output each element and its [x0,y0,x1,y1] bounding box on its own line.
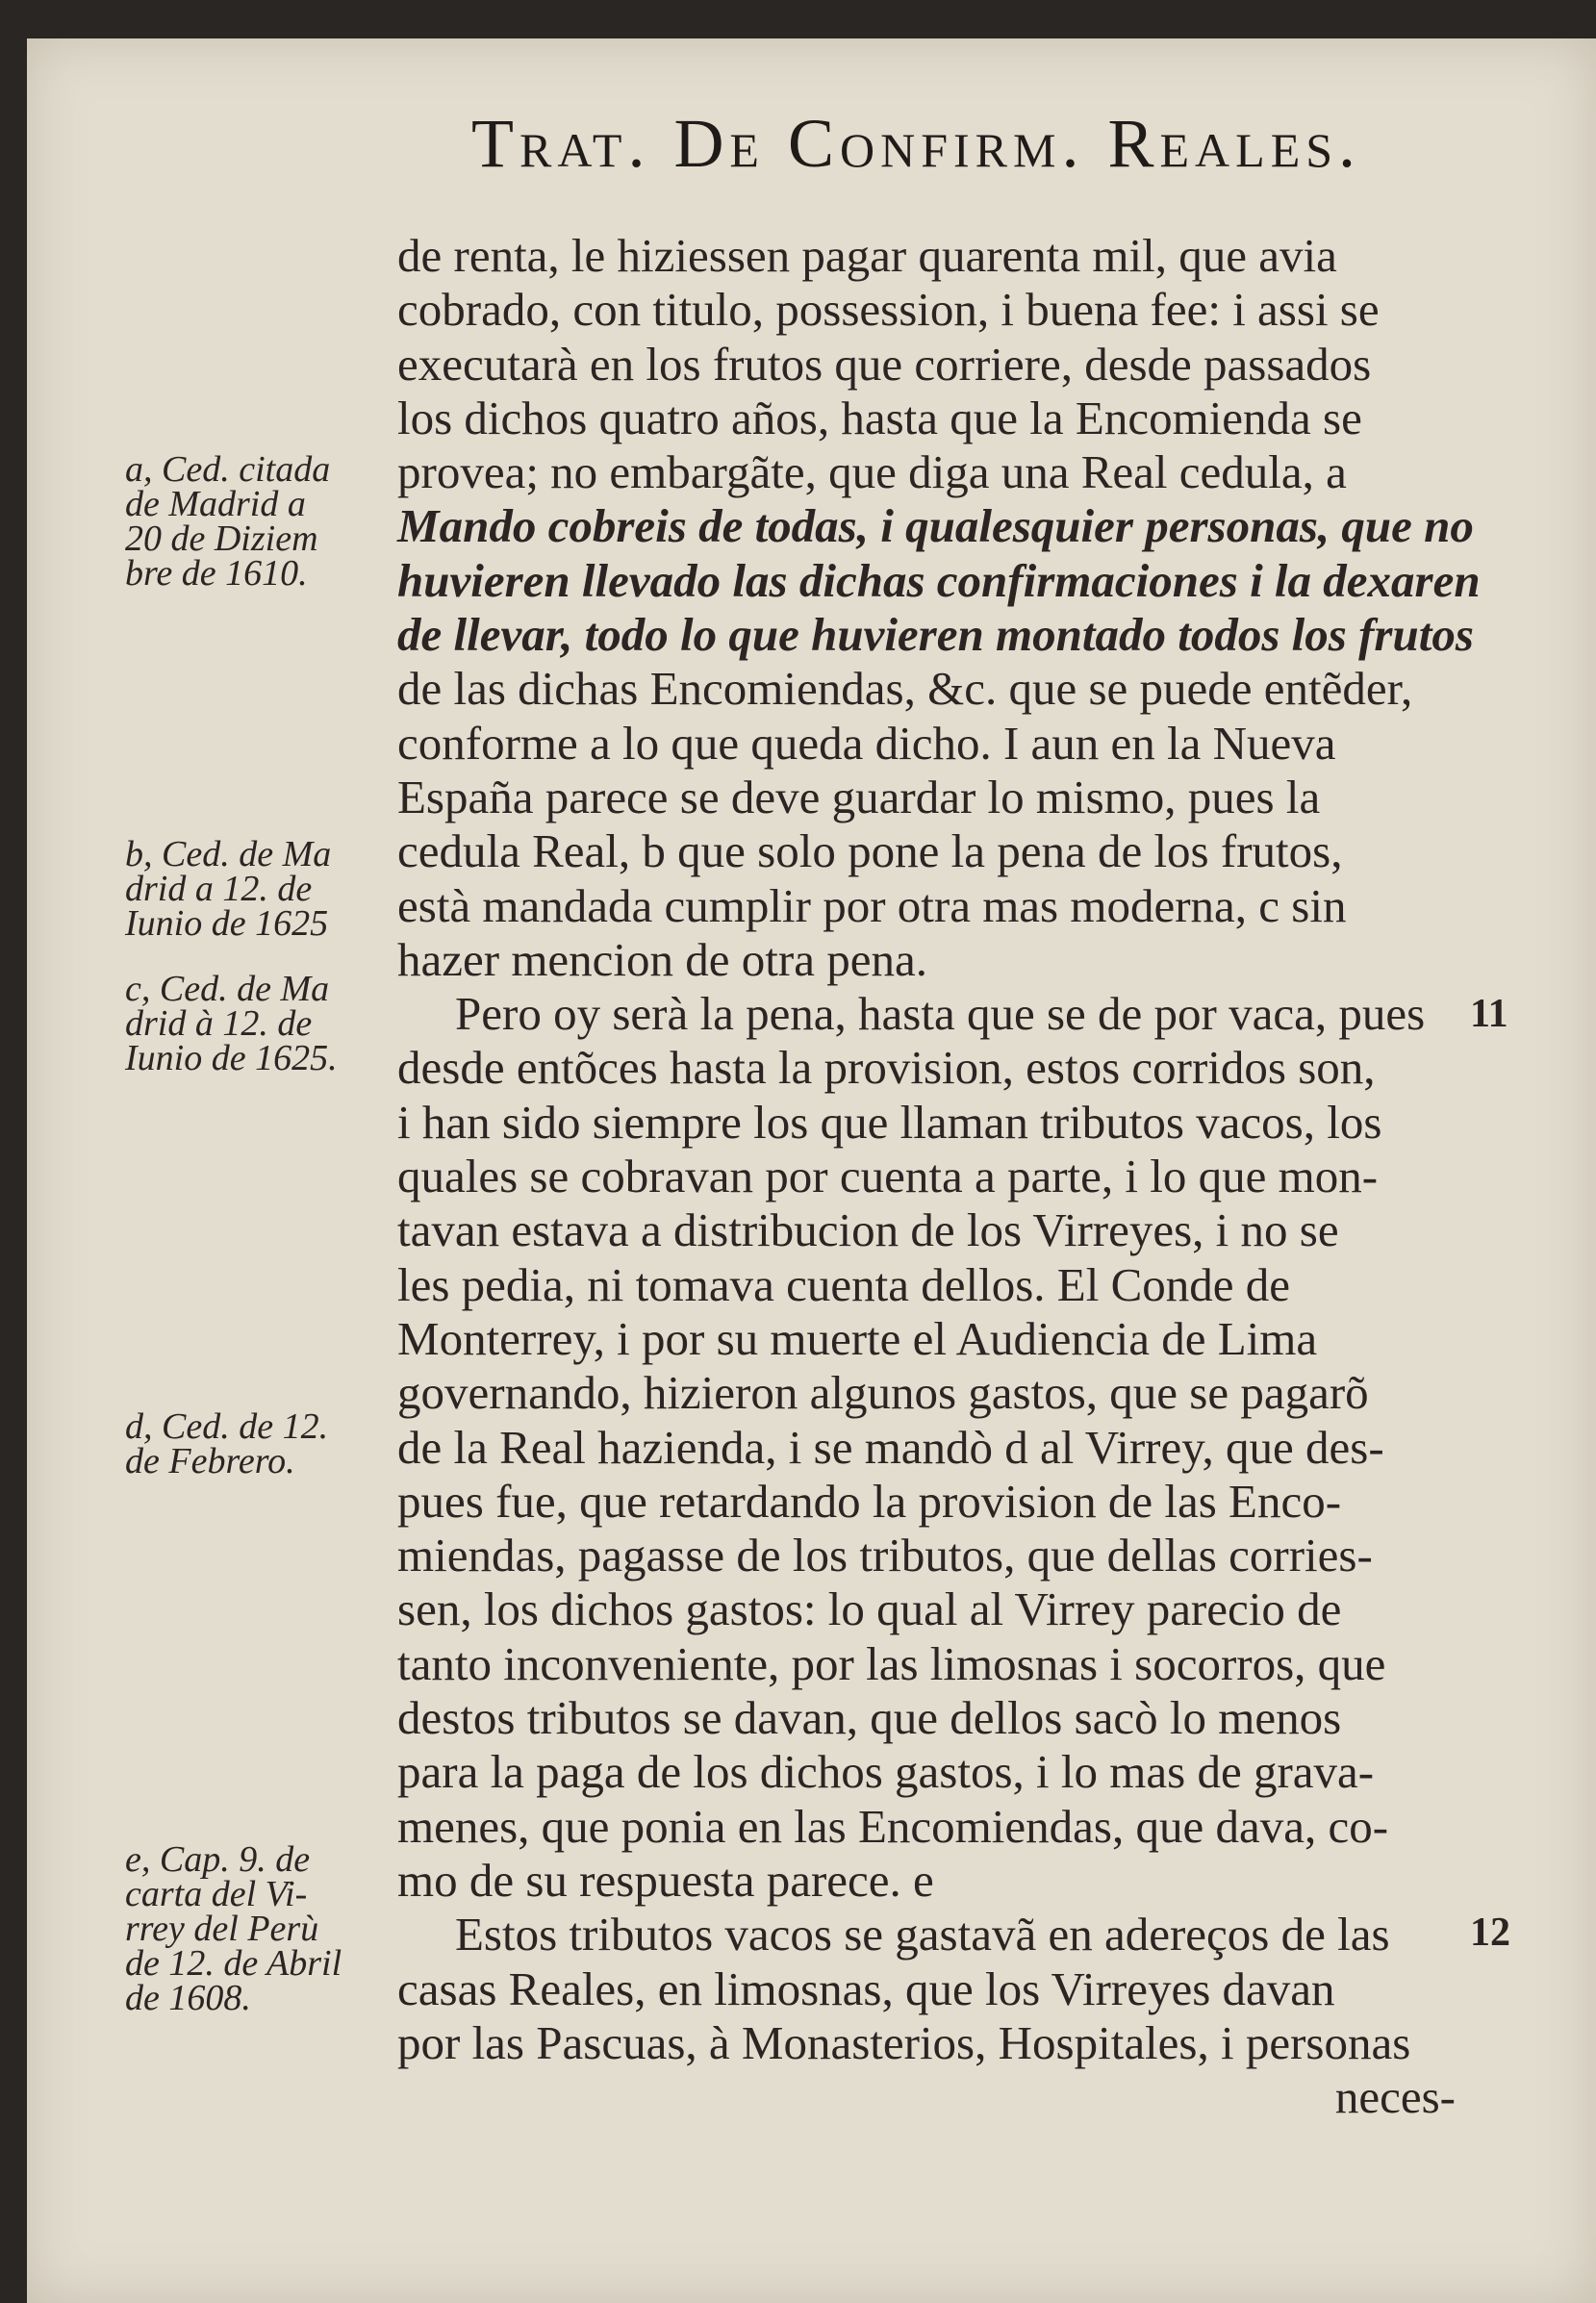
margin-note [125,449,394,594]
margin-note [125,1406,394,1481]
margin-note-line: Iunio de 1625. [125,1038,338,1078]
text-line: desde entõces hasta la provision, estos corridos son, [397,1041,1376,1095]
text-line: tanto inconveniente, por las limosnas i socorros, que [397,1636,1386,1690]
text-line: menes, que ponia en las Encomiendas, que dava, co- [397,1799,1389,1853]
text-line: casas Reales, en limosnas, que los Virreyes davan [397,1961,1335,2015]
text-line: por las Pascuas, à Monasterios, Hospitales, i personas [397,2015,1411,2069]
text-line: Estos tributos vacos se gastavã en adereços de las [455,1908,1390,1961]
margin-note-line: d, Ced. de 12. [125,1406,329,1447]
margin-note-line: carta del Vi- [125,1874,308,1914]
main-text-column [397,229,1481,2124]
margin-note [125,969,394,1078]
margin-note-line: b, Ced. de Ma [125,834,332,874]
margin-note-line: bre de 1610. [125,553,308,594]
text-line: mo de su respuesta parece. e [397,1853,934,1907]
text-line: cedula Real, b que solo pone la pena de los frutos, [397,824,1343,878]
margin-note [125,834,394,944]
margin-note [125,1839,394,2018]
text-line: conforme a lo que queda dicho. I aun en la Nueva [397,716,1336,770]
margin-note-line: e, Cap. 9. de [125,1839,311,1880]
text-line: tavan estava a distribucion de los Virreyes, i no se [397,1203,1339,1257]
text-line: les pedia, ni tomava cuenta dellos. El Conde de [397,1257,1291,1311]
text-line: Mando cobreis de todas, i qualesquier personas, que no [397,499,1474,553]
text-line: sen, los dichos gastos: lo qual al Virrey parecio de [397,1582,1342,1636]
text-line: governando, hizieron algunos gastos, que se pagarõ [397,1366,1369,1420]
margin-note-line: Iunio de 1625 [125,903,329,944]
margin-note-line: 20 de Diziem [125,519,318,559]
text-line: los dichos quatro años, hasta que la Encomienda se [397,391,1362,444]
text-line: destos tributos se davan, que dellos sacò lo menos [397,1691,1342,1745]
margin-note-line: a, Ced. citada [125,449,331,490]
text-line: cobrado, con titulo, possession, i buena fee: i assi se [397,283,1380,337]
margin-note-line: de 1608. [125,1978,251,2018]
text-line: Pero oy serà la pena, hasta que se de por vaca, pues [455,987,1426,1041]
text-line: España parece se deve guardar lo mismo, pues la [397,770,1321,823]
text-line: para la paga de los dichos gastos, i lo mas de grava- [397,1745,1375,1799]
text-line: de llevar, todo lo que huvieren montado todos los frutos [397,608,1474,662]
text-line: i han sido siempre los que llaman tributos vacos, los [397,1095,1382,1149]
text-line: pues fue, que retardando la provision de las Enco- [397,1474,1342,1528]
text-line: de la Real hazienda, i se mandò d al Virrey, que des- [397,1420,1384,1474]
text-line: quales se cobravan por cuenta a parte, i lo que mon- [397,1150,1379,1203]
text-line: huvieren llevado las dichas confirmaciones i la dexaren [397,553,1481,607]
running-header: Trat. De Confirm. Reales. [471,105,1362,182]
text-line: de renta, le hiziessen pagar quarenta mil, que avia [397,229,1337,282]
margin-note-line: c, Ced. de Ma [125,969,330,1009]
margin-note-line: de Madrid a [125,484,306,524]
text-line: neces- [1334,2070,1456,2124]
margin-note-line: drid à 12. de [125,1003,313,1044]
margin-note-line: de Febrero. [125,1441,295,1481]
margin-note-line: drid a 12. de [125,869,313,909]
paragraph-number: 11 [1470,992,1508,1036]
margin-note-line: rrey del Perù [125,1909,319,1949]
text-line: Monterrey, i por su muerte el Audiencia de Lima [397,1311,1318,1365]
text-line: està mandada cumplir por otra mas moderna, c sin [397,878,1347,932]
margin-note-line: de 12. de Abril [125,1943,342,1984]
text-line: hazer mencion de otra pena. [397,932,927,986]
paragraph-number: 12 [1470,1911,1510,1955]
text-line: de las dichas Encomiendas, &c. que se puede entẽder, [397,662,1413,716]
text-line: miendas, pagasse de los tributos, que dellas corries- [397,1529,1373,1582]
text-line: provea; no embargãte, que diga una Real cedula, a [397,445,1347,499]
text-line: executarà en los frutos que corriere, desde passados [397,337,1372,391]
